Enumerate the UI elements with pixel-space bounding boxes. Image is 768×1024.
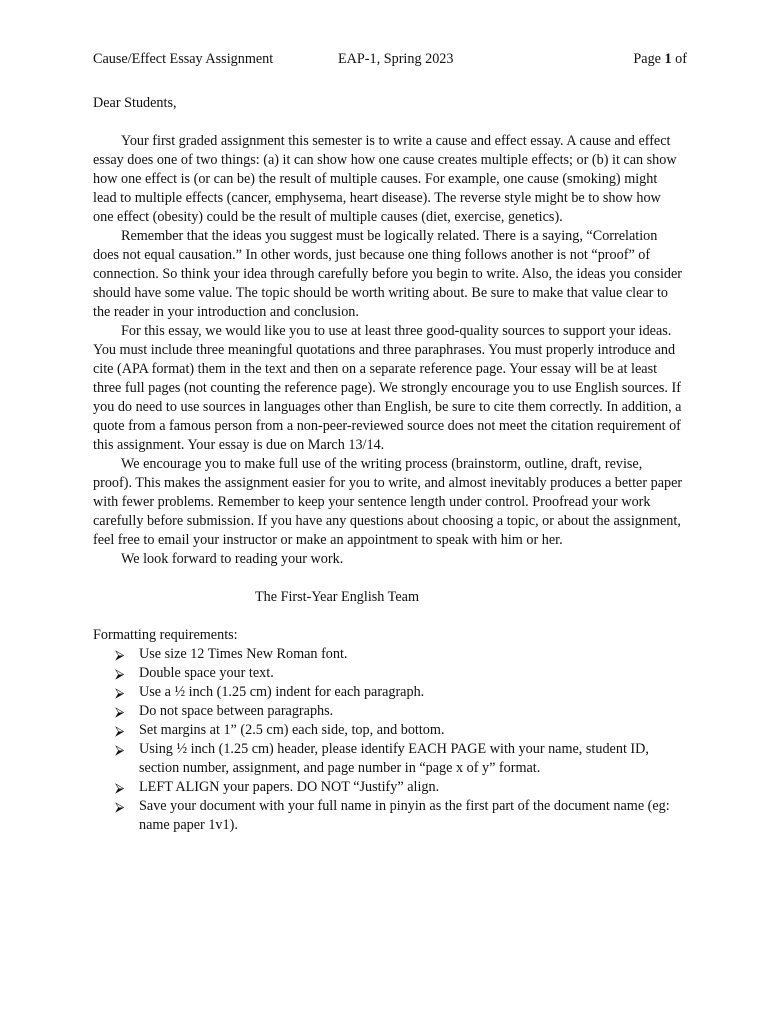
arrow-bullet-icon: ⮚ [115, 799, 125, 814]
paragraph: Remember that the ideas you suggest must be logically related. There is a saying, “Correlation does not equal causation.” In other words, just because one thing follows another is not “proof” of connection. So think your idea through carefully before you begin to write. Also, the ideas you consider should have some value. The topic should be worth writing about. Be sure to make that value clear to the reader in your introduction and conclusion. [93, 228, 683, 320]
list-item-text: Save your document with your full name in pinyin as the first part of the document name (eg: name paper 1v1). [139, 798, 670, 833]
page-header [93, 50, 687, 69]
page-of-label: of [675, 51, 687, 67]
signature: The First-Year English Team [255, 589, 419, 605]
list-item-text: Use a ½ inch (1.25 cm) indent for each paragraph. [139, 684, 425, 700]
page-number: 1 [664, 51, 672, 67]
arrow-bullet-icon: ⮚ [115, 704, 125, 719]
arrow-bullet-icon: ⮚ [115, 685, 125, 700]
paragraph: Your first graded assignment this semester is to write a cause and effect essay. A cause and effect essay does one of two things: (a) it can show how one cause creates multiple effects; or (b) it can show how one effect is (or can be) the result of multiple causes. For example, one cause (smoking) might lead to multiple effects (cancer, emphysema, heart disease). The reverse style might be to show how one effect (obesity) could be the result of multiple causes (diet, exercise, genetics). [93, 133, 677, 225]
list-item-text: Do not space between paragraphs. [139, 703, 334, 719]
salutation: Dear Students, [93, 95, 177, 111]
header-assignment-title: Cause/Effect Essay Assignment [93, 51, 274, 67]
paragraph: We encourage you to make full use of the writing process (brainstorm, outline, draft, revise, proof). This makes the assignment easier for you to write, and almost inevitably produces a better paper with fewer problems. Remember to keep your sentence length under control. Proofread your work carefully before submission. If you have any questions about choosing a topic, or about the assignment, feel free to email your instructor or make an appointment to speak with him or her. [93, 456, 683, 548]
list-item [115, 664, 683, 683]
list-item [115, 683, 683, 702]
arrow-bullet-icon: ⮚ [115, 666, 125, 681]
list-item [115, 778, 683, 797]
list-item [115, 645, 683, 664]
list-item [115, 702, 683, 721]
header-course: EAP-1, Spring 2023 [338, 51, 454, 67]
arrow-bullet-icon: ⮚ [115, 723, 125, 738]
list-item-text: Using ½ inch (1.25 cm) header, please identify EACH PAGE with your name, student ID, section number, assignment, and page number in “page x of y” format. [139, 741, 649, 776]
header-page-number [633, 50, 687, 69]
letter-body [93, 94, 683, 835]
arrow-bullet-icon: ⮚ [115, 780, 125, 795]
list-item-text: Double space your text. [139, 665, 274, 681]
paragraph: For this essay, we would like you to use at least three good-quality sources to support your ideas. You must include three meaningful quotations and three paraphrases. You must properly introduce and cite (APA format) them in the text and then on a separate reference page. Your essay will be at least three full pages (not counting the reference page). We strongly encourage you to use English sources. If you do need to use sources in languages other than English, be sure to cite them correctly. In addition, a quote from a famous person from a non-peer-reviewed source does not meet the citation requirement of this assignment. Your essay is due on March 13/14. [93, 323, 682, 453]
paragraph: We look forward to reading your work. [121, 551, 344, 567]
list-item-text: LEFT ALIGN your papers. DO NOT “Justify” align. [139, 779, 440, 795]
page-label: Page [633, 51, 661, 67]
formatting-title: Formatting requirements: [93, 627, 238, 643]
arrow-bullet-icon: ⮚ [115, 742, 125, 757]
arrow-bullet-icon: ⮚ [115, 647, 125, 662]
list-item [115, 721, 683, 740]
list-item [115, 740, 683, 778]
formatting-list [93, 645, 683, 835]
list-item-text: Set margins at 1” (2.5 cm) each side, top, and bottom. [139, 722, 445, 738]
list-item-text: Use size 12 Times New Roman font. [139, 646, 348, 662]
list-item [115, 797, 683, 835]
